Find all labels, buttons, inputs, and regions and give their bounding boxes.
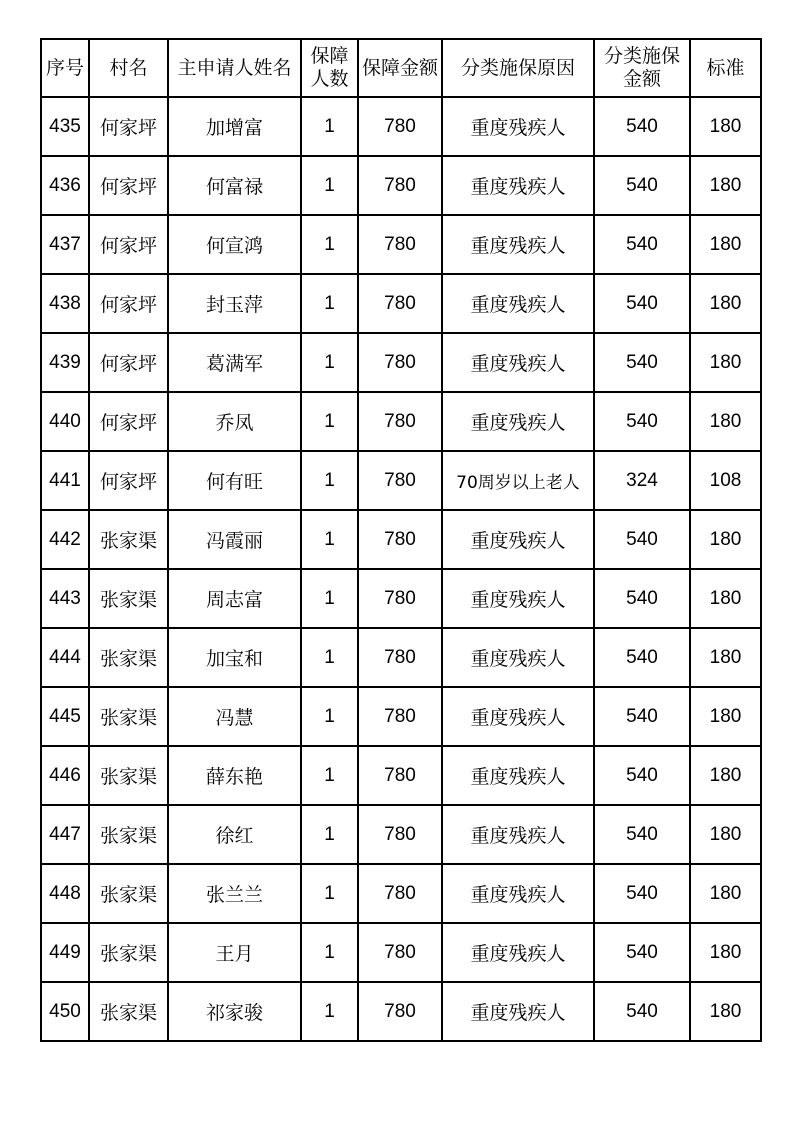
cell-applicant-name: 徐红 bbox=[168, 805, 301, 864]
cell-village: 张家渠 bbox=[89, 982, 168, 1041]
cell-serial-no: 436 bbox=[41, 156, 89, 215]
cell-persons-covered: 1 bbox=[301, 156, 358, 215]
table-row bbox=[41, 864, 761, 923]
cell-classification-amount: 540 bbox=[594, 392, 690, 451]
cell-persons-covered: 1 bbox=[301, 392, 358, 451]
cell-classification-amount: 540 bbox=[594, 864, 690, 923]
cell-persons-covered: 1 bbox=[301, 451, 358, 510]
table-row bbox=[41, 97, 761, 156]
cell-village: 何家坪 bbox=[89, 97, 168, 156]
cell-standard: 180 bbox=[690, 274, 761, 333]
cell-standard: 180 bbox=[690, 215, 761, 274]
cell-village: 何家坪 bbox=[89, 274, 168, 333]
cell-classification-reason: 重度残疾人 bbox=[442, 215, 594, 274]
cell-classification-reason: 重度残疾人 bbox=[442, 923, 594, 982]
cell-persons-covered: 1 bbox=[301, 333, 358, 392]
cell-village: 何家坪 bbox=[89, 392, 168, 451]
cell-serial-no: 444 bbox=[41, 628, 89, 687]
cell-standard: 180 bbox=[690, 392, 761, 451]
cell-serial-no: 441 bbox=[41, 451, 89, 510]
table-row bbox=[41, 569, 761, 628]
cell-village: 张家渠 bbox=[89, 923, 168, 982]
cell-persons-covered: 1 bbox=[301, 746, 358, 805]
cell-serial-no: 435 bbox=[41, 97, 89, 156]
cell-standard: 180 bbox=[690, 510, 761, 569]
cell-standard: 180 bbox=[690, 569, 761, 628]
cell-classification-amount: 540 bbox=[594, 215, 690, 274]
cell-standard: 180 bbox=[690, 923, 761, 982]
cell-benefit-amount: 780 bbox=[358, 510, 442, 569]
cell-classification-reason: 重度残疾人 bbox=[442, 746, 594, 805]
table-row bbox=[41, 392, 761, 451]
table-row bbox=[41, 982, 761, 1041]
cell-classification-amount: 540 bbox=[594, 274, 690, 333]
cell-classification-reason: 重度残疾人 bbox=[442, 156, 594, 215]
header-classification-amount: 分类施保金额 bbox=[594, 39, 690, 97]
table-row bbox=[41, 451, 761, 510]
table-body bbox=[41, 97, 761, 1041]
cell-applicant-name: 加宝和 bbox=[168, 628, 301, 687]
cell-village: 何家坪 bbox=[89, 333, 168, 392]
cell-persons-covered: 1 bbox=[301, 569, 358, 628]
cell-standard: 180 bbox=[690, 746, 761, 805]
cell-applicant-name: 张兰兰 bbox=[168, 864, 301, 923]
cell-village: 张家渠 bbox=[89, 746, 168, 805]
cell-classification-amount: 540 bbox=[594, 982, 690, 1041]
cell-benefit-amount: 780 bbox=[358, 156, 442, 215]
cell-serial-no: 438 bbox=[41, 274, 89, 333]
cell-benefit-amount: 780 bbox=[358, 628, 442, 687]
cell-benefit-amount: 780 bbox=[358, 274, 442, 333]
cell-classification-reason: 重度残疾人 bbox=[442, 569, 594, 628]
cell-standard: 180 bbox=[690, 156, 761, 215]
cell-classification-reason: 重度残疾人 bbox=[442, 97, 594, 156]
cell-applicant-name: 冯慧 bbox=[168, 687, 301, 746]
cell-persons-covered: 1 bbox=[301, 805, 358, 864]
cell-benefit-amount: 780 bbox=[358, 569, 442, 628]
cell-benefit-amount: 780 bbox=[358, 392, 442, 451]
cell-persons-covered: 1 bbox=[301, 274, 358, 333]
cell-benefit-amount: 780 bbox=[358, 687, 442, 746]
header-village: 村名 bbox=[89, 39, 168, 97]
header-serial-no: 序号 bbox=[41, 39, 89, 97]
cell-classification-amount: 540 bbox=[594, 97, 690, 156]
cell-village: 张家渠 bbox=[89, 628, 168, 687]
cell-standard: 108 bbox=[690, 451, 761, 510]
cell-classification-reason: 重度残疾人 bbox=[442, 982, 594, 1041]
cell-classification-reason: 重度残疾人 bbox=[442, 805, 594, 864]
cell-classification-reason: 重度残疾人 bbox=[442, 510, 594, 569]
cell-village: 张家渠 bbox=[89, 805, 168, 864]
cell-persons-covered: 1 bbox=[301, 687, 358, 746]
cell-classification-reason: 重度残疾人 bbox=[442, 687, 594, 746]
cell-classification-reason: 70周岁以上老人 bbox=[442, 451, 594, 510]
table-row bbox=[41, 628, 761, 687]
cell-applicant-name: 何富禄 bbox=[168, 156, 301, 215]
cell-classification-amount: 540 bbox=[594, 628, 690, 687]
cell-benefit-amount: 780 bbox=[358, 333, 442, 392]
cell-applicant-name: 何宣鸿 bbox=[168, 215, 301, 274]
cell-village: 张家渠 bbox=[89, 510, 168, 569]
cell-benefit-amount: 780 bbox=[358, 923, 442, 982]
table-row bbox=[41, 156, 761, 215]
cell-applicant-name: 王月 bbox=[168, 923, 301, 982]
table-row bbox=[41, 687, 761, 746]
cell-classification-amount: 324 bbox=[594, 451, 690, 510]
assistance-roster-table bbox=[40, 38, 762, 1042]
cell-serial-no: 448 bbox=[41, 864, 89, 923]
cell-standard: 180 bbox=[690, 687, 761, 746]
cell-applicant-name: 乔凤 bbox=[168, 392, 301, 451]
cell-village: 何家坪 bbox=[89, 156, 168, 215]
table-row bbox=[41, 746, 761, 805]
cell-standard: 180 bbox=[690, 97, 761, 156]
cell-applicant-name: 封玉萍 bbox=[168, 274, 301, 333]
cell-applicant-name: 冯霞丽 bbox=[168, 510, 301, 569]
cell-serial-no: 437 bbox=[41, 215, 89, 274]
cell-standard: 180 bbox=[690, 805, 761, 864]
cell-serial-no: 442 bbox=[41, 510, 89, 569]
cell-persons-covered: 1 bbox=[301, 97, 358, 156]
cell-serial-no: 440 bbox=[41, 392, 89, 451]
cell-benefit-amount: 780 bbox=[358, 97, 442, 156]
cell-classification-reason: 重度残疾人 bbox=[442, 864, 594, 923]
cell-persons-covered: 1 bbox=[301, 215, 358, 274]
cell-benefit-amount: 780 bbox=[358, 864, 442, 923]
table-row bbox=[41, 923, 761, 982]
table-row bbox=[41, 215, 761, 274]
cell-standard: 180 bbox=[690, 628, 761, 687]
cell-classification-amount: 540 bbox=[594, 510, 690, 569]
header-persons-covered: 保障人数 bbox=[301, 39, 358, 97]
cell-serial-no: 447 bbox=[41, 805, 89, 864]
cell-standard: 180 bbox=[690, 864, 761, 923]
cell-persons-covered: 1 bbox=[301, 510, 358, 569]
cell-serial-no: 449 bbox=[41, 923, 89, 982]
cell-classification-reason: 重度残疾人 bbox=[442, 628, 594, 687]
cell-benefit-amount: 780 bbox=[358, 746, 442, 805]
cell-serial-no: 443 bbox=[41, 569, 89, 628]
cell-applicant-name: 祁家骏 bbox=[168, 982, 301, 1041]
cell-serial-no: 445 bbox=[41, 687, 89, 746]
cell-village: 张家渠 bbox=[89, 864, 168, 923]
cell-standard: 180 bbox=[690, 982, 761, 1041]
cell-applicant-name: 何有旺 bbox=[168, 451, 301, 510]
cell-benefit-amount: 780 bbox=[358, 982, 442, 1041]
cell-benefit-amount: 780 bbox=[358, 805, 442, 864]
cell-persons-covered: 1 bbox=[301, 628, 358, 687]
cell-classification-reason: 重度残疾人 bbox=[442, 333, 594, 392]
cell-serial-no: 450 bbox=[41, 982, 89, 1041]
cell-applicant-name: 加增富 bbox=[168, 97, 301, 156]
cell-applicant-name: 薛东艳 bbox=[168, 746, 301, 805]
cell-applicant-name: 周志富 bbox=[168, 569, 301, 628]
cell-village: 何家坪 bbox=[89, 451, 168, 510]
header-classification-reason: 分类施保原因 bbox=[442, 39, 594, 97]
cell-classification-amount: 540 bbox=[594, 805, 690, 864]
table-row bbox=[41, 510, 761, 569]
cell-persons-covered: 1 bbox=[301, 982, 358, 1041]
cell-classification-amount: 540 bbox=[594, 156, 690, 215]
table-row bbox=[41, 274, 761, 333]
cell-serial-no: 439 bbox=[41, 333, 89, 392]
cell-village: 何家坪 bbox=[89, 215, 168, 274]
cell-serial-no: 446 bbox=[41, 746, 89, 805]
cell-classification-amount: 540 bbox=[594, 687, 690, 746]
cell-village: 张家渠 bbox=[89, 687, 168, 746]
cell-village: 张家渠 bbox=[89, 569, 168, 628]
cell-persons-covered: 1 bbox=[301, 923, 358, 982]
header-standard: 标准 bbox=[690, 39, 761, 97]
cell-benefit-amount: 780 bbox=[358, 215, 442, 274]
cell-applicant-name: 葛满军 bbox=[168, 333, 301, 392]
cell-classification-amount: 540 bbox=[594, 333, 690, 392]
header-applicant-name: 主申请人姓名 bbox=[168, 39, 301, 97]
header-benefit-amount: 保障金额 bbox=[358, 39, 442, 97]
cell-classification-amount: 540 bbox=[594, 569, 690, 628]
cell-classification-reason: 重度残疾人 bbox=[442, 392, 594, 451]
cell-standard: 180 bbox=[690, 333, 761, 392]
cell-persons-covered: 1 bbox=[301, 864, 358, 923]
cell-classification-reason: 重度残疾人 bbox=[442, 274, 594, 333]
cell-classification-amount: 540 bbox=[594, 746, 690, 805]
cell-benefit-amount: 780 bbox=[358, 451, 442, 510]
header-row bbox=[41, 39, 761, 97]
cell-classification-amount: 540 bbox=[594, 923, 690, 982]
table-row bbox=[41, 805, 761, 864]
table-row bbox=[41, 333, 761, 392]
